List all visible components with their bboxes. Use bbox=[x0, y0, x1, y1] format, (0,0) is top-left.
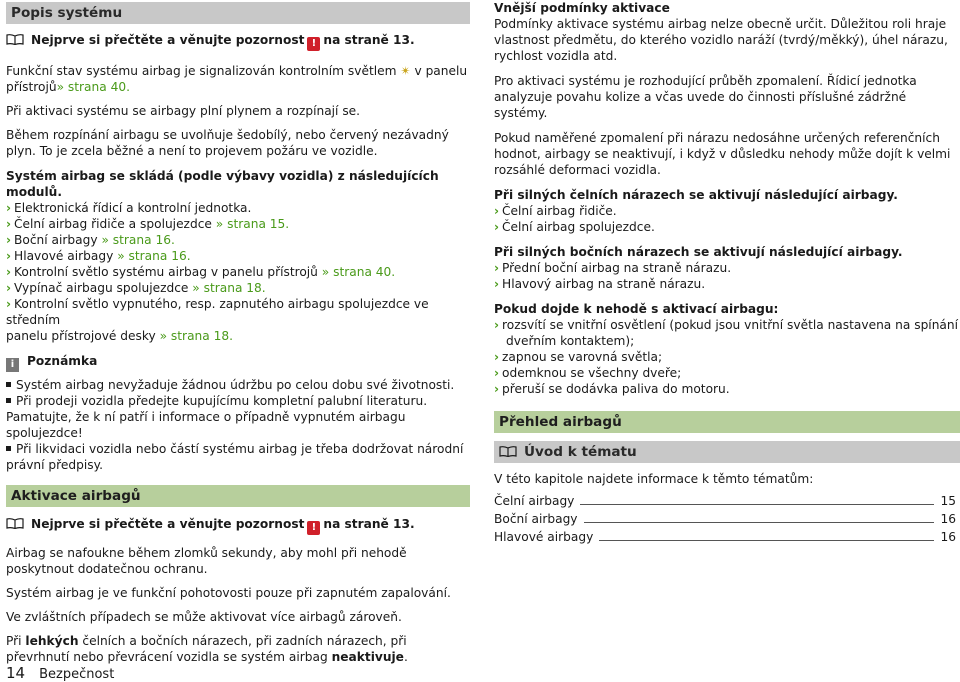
right-column bbox=[494, 0, 960, 547]
page-footer bbox=[6, 664, 114, 682]
arrow-icon: › bbox=[494, 366, 500, 380]
toc-page[interactable]: 16 bbox=[940, 530, 956, 544]
warning-icon: ! bbox=[307, 521, 320, 535]
paragraph-multiple: Ve zvláštních případech se může aktivovat více airbagů zároveň. bbox=[6, 610, 402, 624]
section-title-system-description: Popis systému bbox=[6, 2, 470, 24]
list-item: › Čelní airbag spolujezdce. bbox=[494, 220, 655, 234]
left-column bbox=[6, 0, 470, 665]
arrow-icon: › bbox=[6, 217, 12, 231]
book-icon bbox=[6, 34, 24, 45]
heading-side: Při silných bočních nárazech se aktivují následující airbagy. bbox=[494, 245, 903, 259]
page-link[interactable]: » strana 18. bbox=[192, 281, 266, 295]
list-item: › přeruší se dodávka paliva do motoru. bbox=[494, 382, 730, 396]
arrow-icon: › bbox=[494, 204, 500, 218]
arrow-icon: › bbox=[494, 261, 500, 275]
paragraph-warning-light: Funkční stav systému airbag je signalizován kontrolním světlem ✴ v panelu přístrojů» strana 40. bbox=[6, 64, 468, 94]
read-first-note: Nejprve si přečtěte a věnujte pozornost ! na straně 13. bbox=[6, 32, 470, 51]
toc-row[interactable] bbox=[494, 511, 956, 527]
toc-label[interactable]: Boční airbagy bbox=[494, 512, 578, 526]
arrow-icon: › bbox=[6, 201, 12, 215]
page-link[interactable]: » strana 18. bbox=[159, 329, 233, 343]
page-link[interactable]: » strana 15. bbox=[215, 217, 290, 231]
read-first-note: Nejprve si přečtěte a věnujte pozornost ! na straně 13. bbox=[6, 516, 470, 535]
bullet-square-icon bbox=[6, 398, 11, 403]
paragraph-conditions: Podmínky aktivace systému airbag nelze obecně určit. Důležitou roli hraje vlastnost předmětu, do kterého vozidlo naráží (tvrdý/měkký), úhel nárazu, rychlost vozidla atd. bbox=[494, 17, 948, 63]
section-title-overview: Přehled airbagů bbox=[494, 411, 960, 433]
frontal-list bbox=[494, 203, 960, 235]
section-title-airbag-activation: Aktivace airbagů bbox=[6, 485, 470, 507]
page-link[interactable]: » strana 16. bbox=[117, 249, 191, 263]
page-link[interactable]: » strana 16. bbox=[101, 233, 175, 247]
arrow-icon: › bbox=[6, 297, 12, 311]
paragraph-inflation: Airbag se nafoukne během zlomků sekundy, aby mohl při nehodě poskytnout dodatečnou ochranu. bbox=[6, 546, 407, 576]
arrow-icon: › bbox=[494, 350, 500, 364]
info-icon: i bbox=[6, 358, 19, 372]
page-link[interactable]: » strana 40. bbox=[56, 80, 130, 94]
page-link[interactable]: » strana 40. bbox=[321, 265, 396, 279]
note-heading: i Poznámka bbox=[6, 353, 470, 372]
modules-heading: Systém airbag se skládá (podle výbavy vozidla) z následujících modulů. bbox=[6, 169, 439, 199]
book-icon bbox=[499, 446, 517, 457]
paragraph-gas: Během rozpínání airbagu se uvolňuje šedobílý, nebo červený nezávadný plyn. To je zcela běžné a není to projevem požáru ve vozidle. bbox=[6, 128, 449, 158]
table-of-contents bbox=[494, 493, 956, 545]
book-icon bbox=[6, 518, 24, 529]
paragraph-activation: Při aktivaci systému se airbagy plní plynem a rozpínají se. bbox=[6, 104, 361, 118]
modules-list bbox=[6, 200, 470, 296]
bullet-square-icon bbox=[6, 446, 11, 451]
list-item: › odemknou se všechny dveře; bbox=[494, 366, 682, 380]
list-item: › Čelní airbag řidiče. bbox=[494, 204, 617, 218]
module-item: › Kontrolní světlo systému airbag v panelu přístrojů » strana 40. bbox=[6, 265, 396, 279]
toc-leader bbox=[584, 522, 935, 523]
paragraph-deceleration: Pro aktivaci systému je rozhodující průběh zpomalení. Řídicí jednotka analyzuje povahu kolize a včas uvede do činnosti příslušné zádržné systémy. bbox=[494, 74, 917, 120]
note-item: Při prodeji vozidla předejte kupujícímu kompletní palubní literaturu. Pamatujte, že k ní patří i informace o případně vypnutém airbagu spolujezdce! bbox=[6, 394, 428, 440]
list-item: › Hlavový airbag na straně nárazu. bbox=[494, 277, 706, 291]
bullet-square-icon bbox=[6, 382, 11, 387]
side-list bbox=[494, 260, 960, 292]
footer-section: Bezpečnost bbox=[39, 667, 115, 682]
toc-row[interactable] bbox=[494, 493, 956, 509]
intro-text: V této kapitole najdete informace k těmto tématům: bbox=[494, 472, 814, 486]
toc-row[interactable] bbox=[494, 529, 956, 545]
list-item: › zapnou se varovná světla; bbox=[494, 350, 663, 364]
heading-external-conditions: Vnější podmínky aktivace bbox=[494, 1, 670, 15]
intro-heading: Úvod k tématu bbox=[494, 441, 960, 463]
toc-label[interactable]: Čelní airbagy bbox=[494, 494, 575, 508]
accident-list bbox=[494, 317, 960, 397]
toc-page[interactable]: 16 bbox=[940, 512, 956, 526]
module-item: › Kontrolní světlo vypnutého, resp. zapnutého airbagu spolujezdce ve středním panelu přístrojové desky » strana 18. bbox=[6, 297, 429, 343]
notes-list bbox=[6, 377, 470, 473]
arrow-icon: › bbox=[494, 318, 500, 332]
paragraph-readiness: Systém airbag je ve funkční pohotovosti pouze při zapnutém zapalování. bbox=[6, 586, 451, 600]
paragraph-no-activation: Při lehkých čelních a bočních nárazech, při zadních nárazech, při převrhnutí nebo převrácení vozidla se systém airbag neaktivuje. bbox=[6, 634, 408, 664]
paragraph-threshold: Pokud naměřené zpomalení při nárazu nedosáhne určených referenčních hodnot, airbagy se neaktivují, i když v důsledku nehody může dojít k velmi rozsáhlé deformaci vozidla. bbox=[494, 131, 951, 177]
arrow-icon: › bbox=[6, 233, 12, 247]
module-item: › Čelní airbag řidiče a spolujezdce » strana 15. bbox=[6, 217, 290, 231]
page-number: 14 bbox=[6, 664, 26, 682]
arrow-icon: › bbox=[6, 249, 12, 263]
list-item: › rozsvítí se vnitřní osvětlení (pokud jsou vnitřní světla nastavena na spínání dveřním kontaktem); bbox=[494, 318, 958, 348]
module-item: › Elektronická řídicí a kontrolní jednotka. bbox=[6, 201, 252, 215]
arrow-icon: › bbox=[494, 220, 500, 234]
toc-page[interactable]: 15 bbox=[940, 494, 956, 508]
toc-leader bbox=[599, 540, 934, 541]
toc-leader bbox=[580, 504, 934, 505]
heading-frontal: Při silných čelních nárazech se aktivují následující airbagy. bbox=[494, 188, 898, 202]
list-item: › Přední boční airbag na straně nárazu. bbox=[494, 261, 732, 275]
note-item: Při likvidaci vozidla nebo částí systému airbag je třeba dodržovat národní právní předpisy. bbox=[6, 442, 464, 472]
warning-icon: ! bbox=[307, 37, 320, 51]
toc-label[interactable]: Hlavové airbagy bbox=[494, 530, 594, 544]
module-item: › Vypínač airbagu spolujezdce » strana 18. bbox=[6, 281, 266, 295]
arrow-icon: › bbox=[6, 281, 12, 295]
module-item: › Hlavové airbagy » strana 16. bbox=[6, 249, 191, 263]
module-item: › Boční airbagy » strana 16. bbox=[6, 233, 175, 247]
heading-accident: Pokud dojde k nehodě s aktivací airbagu: bbox=[494, 302, 779, 316]
arrow-icon: › bbox=[6, 265, 12, 279]
arrow-icon: › bbox=[494, 382, 500, 396]
arrow-icon: › bbox=[494, 277, 500, 291]
airbag-warning-light-icon: ✴ bbox=[400, 64, 411, 78]
note-item: Systém airbag nevyžaduje žádnou údržbu po celou dobu své životnosti. bbox=[6, 377, 470, 393]
